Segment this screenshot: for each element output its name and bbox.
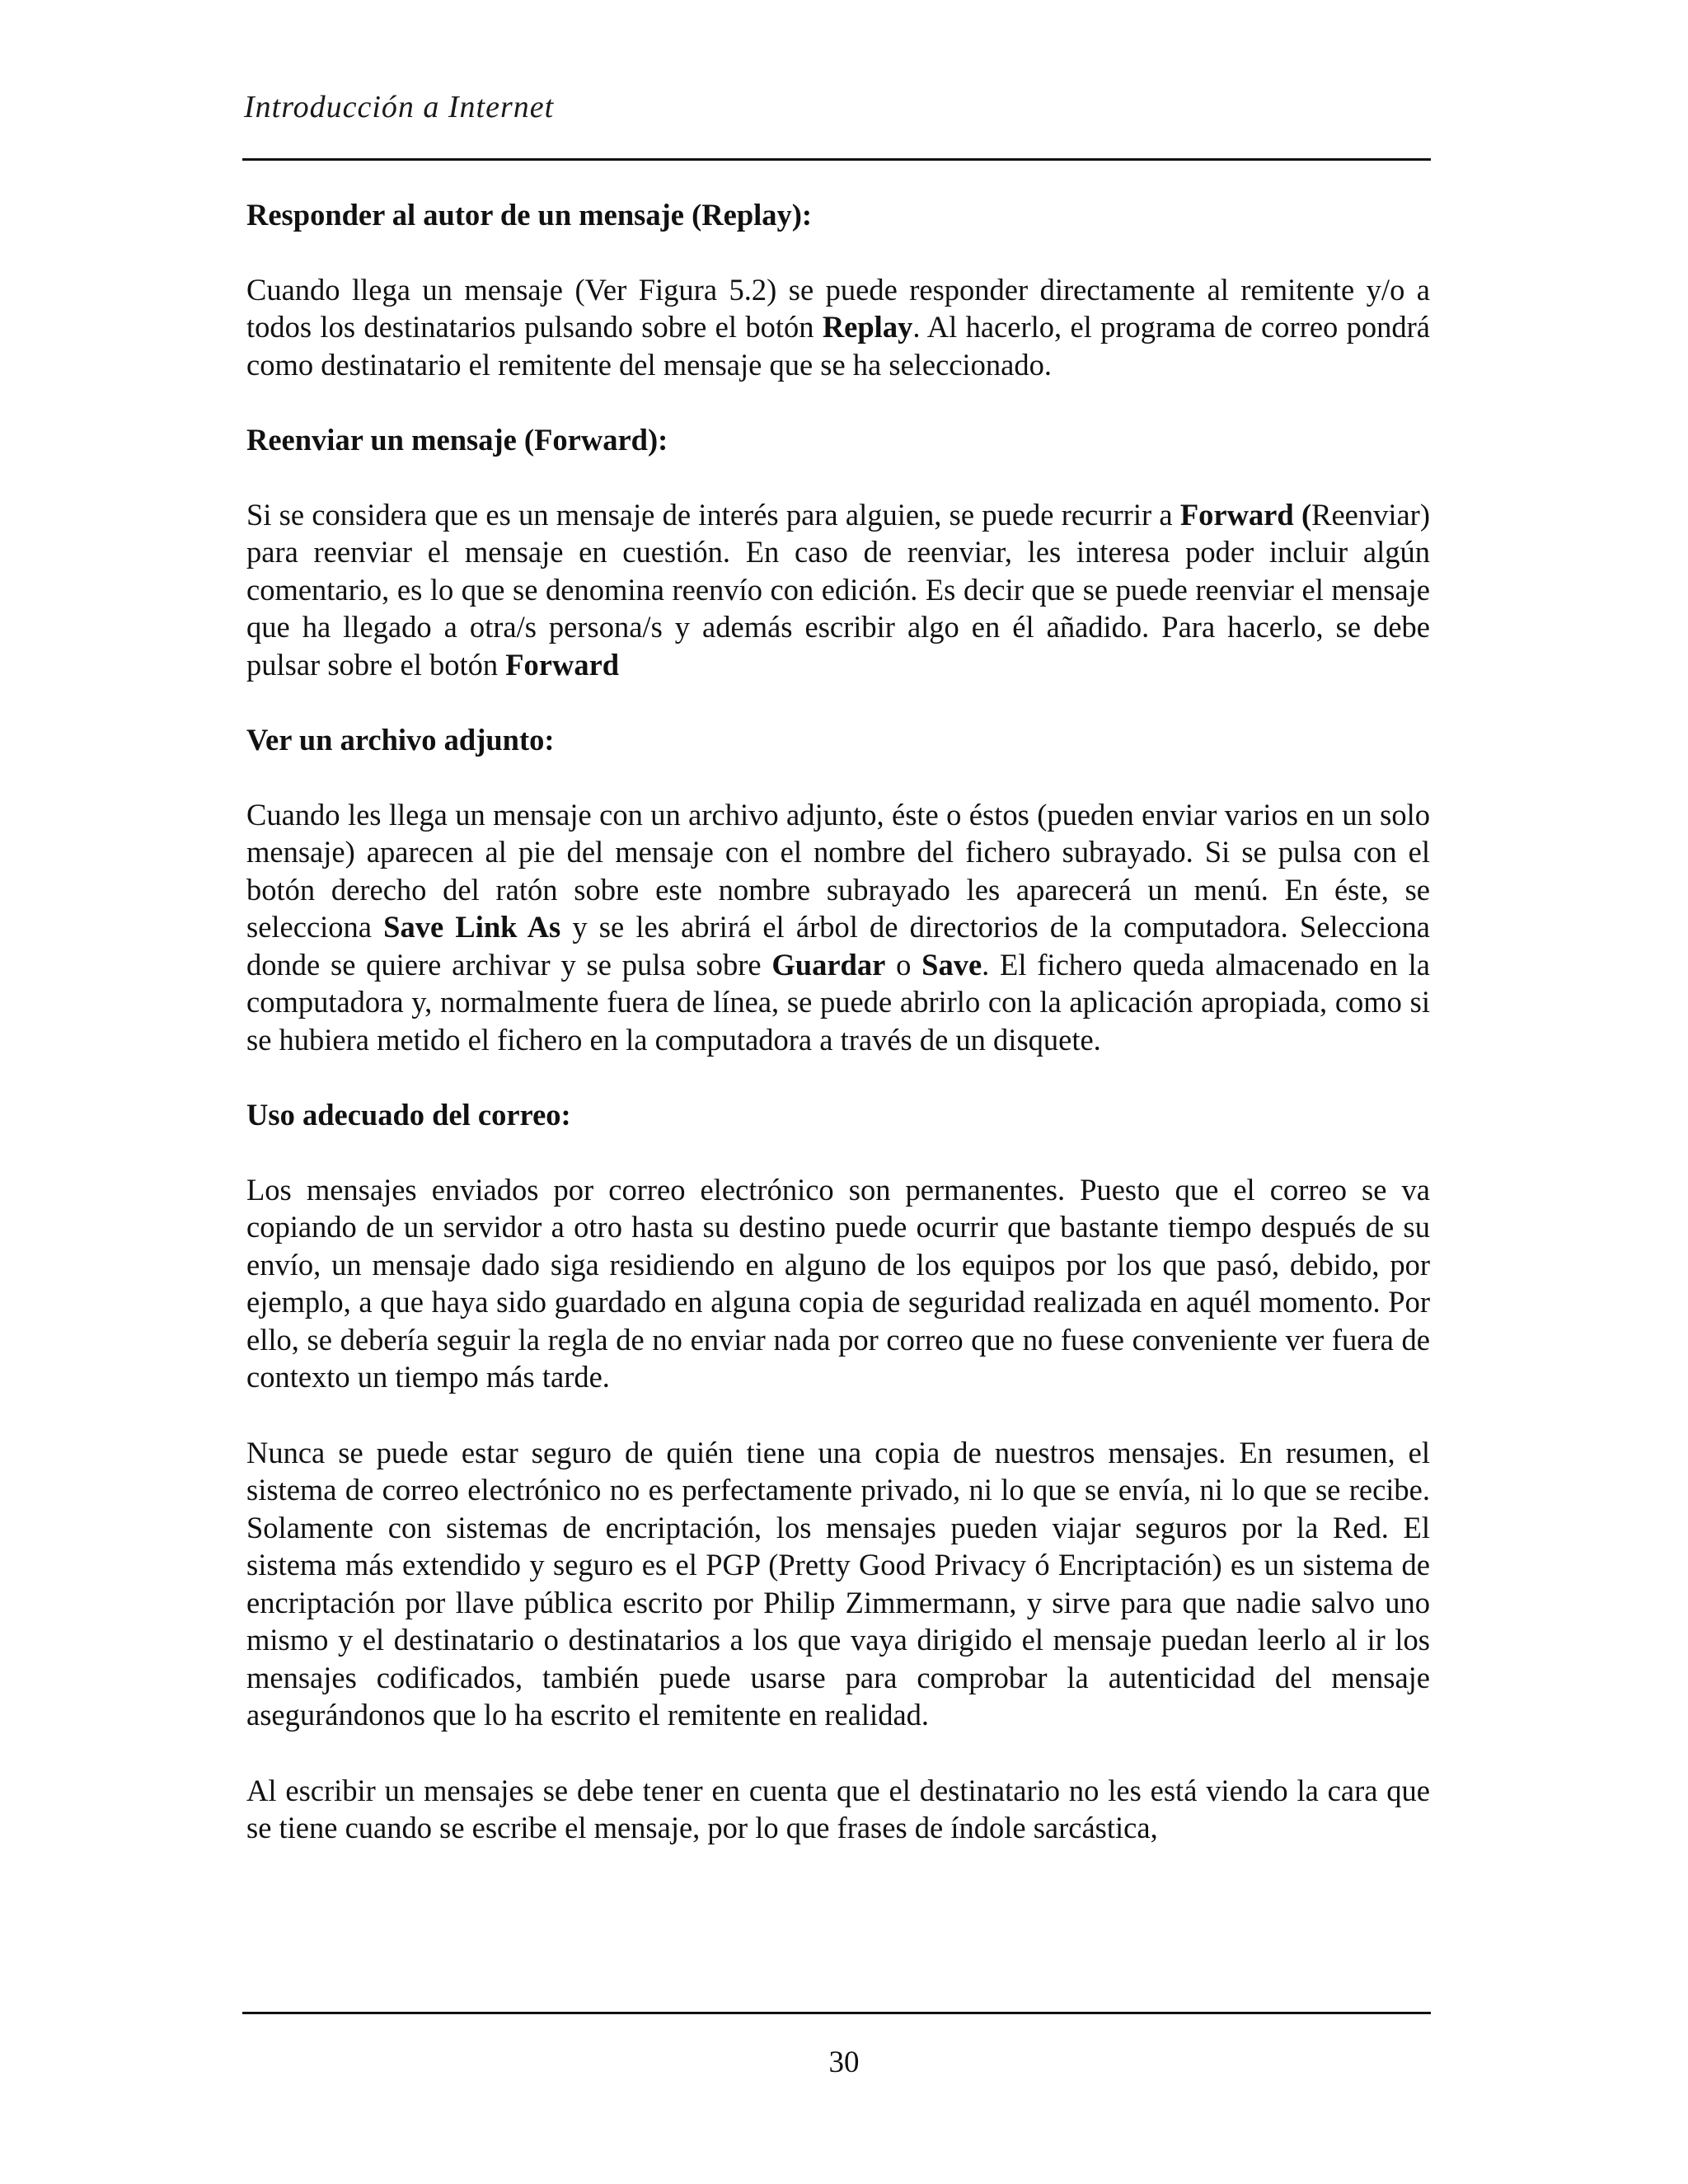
text-run: Cuando les llega un mensaje con un archivo adjunto, éste o éstos (pueden enviar varios en un solo mensaje) aparecen al pie del mensaje con el nombre del fichero subrayado. Si se pulsa con el botón derecho del ratón sobre este nombre subrayado les aparecerá un menú. En éste, se selecciona: [246, 797, 1430, 944]
bold-term-save-link-as: Save Link As: [383, 910, 561, 944]
text-run: Reenviar) para reenviar el mensaje en cuestión. En caso de reenviar, les interesa poder incluir algún comentario, es lo que se denomina reenvío con edición. Es decir que se puede reenviar el mensaje que ha llegado a otra/s persona/s y además escribir algo en él añadido. Para hacerlo, se debe pulsar sobre el botón: [246, 497, 1430, 682]
paragraph-forward: [246, 496, 1430, 684]
text-run: . El fichero queda almacenado en la computadora y, normalmente fuera de línea, se puede abrirlo con la aplicación apropiada, como si se hubiera metido el fichero en la computadora a través de un disquete.: [246, 947, 1430, 1057]
paragraph-usage-3: Al escribir un mensajes se debe tener en cuenta que el destinatario no les está viendo la cara que se tiene cuando se escribe el mensaje, por lo que frases de índole sarcástica,: [246, 1773, 1430, 1844]
text-run: Cuando llega un mensaje (Ver Figura 5.2) se puede responder directamente al remitente y/o a todos los destinatarios pulsando sobre el botón: [246, 272, 1430, 344]
bold-term-replay: Replay: [822, 310, 913, 344]
section-title-attachment: Ver un archivo adjunto:: [246, 723, 555, 757]
running-header: Introducción a Internet: [244, 90, 555, 124]
text-run: . Al hacerlo, el programa de correo pondrá como destinatario el remitente del mensaje que se ha seleccionado.: [246, 310, 1430, 382]
text-run: Si se considera que es un mensaje de interés para alguien, se puede recurrir a: [246, 497, 1180, 532]
bold-term-save: Save: [921, 947, 982, 982]
text-run: o: [885, 947, 922, 982]
header-rule: [242, 158, 1431, 161]
text-run: y se les abrirá el árbol de directorios de la computadora. Selecciona donde se quiere archivar y se pulsa sobre: [246, 910, 1430, 982]
section-title-replay: Responder al autor de un mensaje (Replay):: [246, 198, 813, 232]
text-run: [1294, 498, 1301, 532]
paragraph-replay: [246, 271, 1430, 384]
page-body: [246, 196, 1430, 1885]
section-title-usage: Uso adecuado del correo:: [246, 1098, 571, 1132]
bold-term-guardar: Guardar: [771, 947, 886, 982]
bold-term-forward-button: Forward: [505, 647, 620, 682]
bold-term-forward: Forward: [1179, 497, 1294, 532]
paragraph-usage-1: Los mensajes enviados por correo electrónico son permanentes. Puesto que el correo se va copiando de un servidor a otro hasta su destino puede ocurrir que bastante tiempo después de su envío, un mensaje dado siga residiendo en alguno de los equipos por los que pasó, debido, por ejemplo, a que haya sido guardado en alguna copia de seguridad realizada en aquél momento. Por ello, se debería seguir la regla de no enviar nada por correo que no fuese conveniente ver fuera de contexto un tiempo más tarde.: [246, 1172, 1430, 1394]
bold-paren: (: [1301, 497, 1312, 532]
paragraph-attachment: [246, 796, 1430, 1059]
page-number: 30: [828, 2046, 860, 2079]
section-title-forward: Reenviar un mensaje (Forward):: [246, 423, 668, 457]
paragraph-usage-2: Nunca se puede estar seguro de quién tiene una copia de nuestros mensajes. En resumen, el sistema de correo electrónico no es perfectamente privado, ni lo que se envía, ni lo que se recibe. Solamente con sistemas de encriptación, los mensajes pueden viajar seguros por la Red. El sistema más extendido y seguro es el PGP (Pretty Good Privacy ó Encriptación) es un sistema de encriptación por llave pública escrito por Philip Zimmermann, y sirve para que nadie salvo uno mismo y el destinatario o destinatarios a los que vaya dirigido el mensaje puedan leerlo al ir los mensajes codificados, también puede usarse para comprobar la autenticidad del mensaje asegurándonos que lo ha escrito el remitente en realidad.: [246, 1435, 1430, 1732]
footer-rule: [242, 2012, 1431, 2014]
